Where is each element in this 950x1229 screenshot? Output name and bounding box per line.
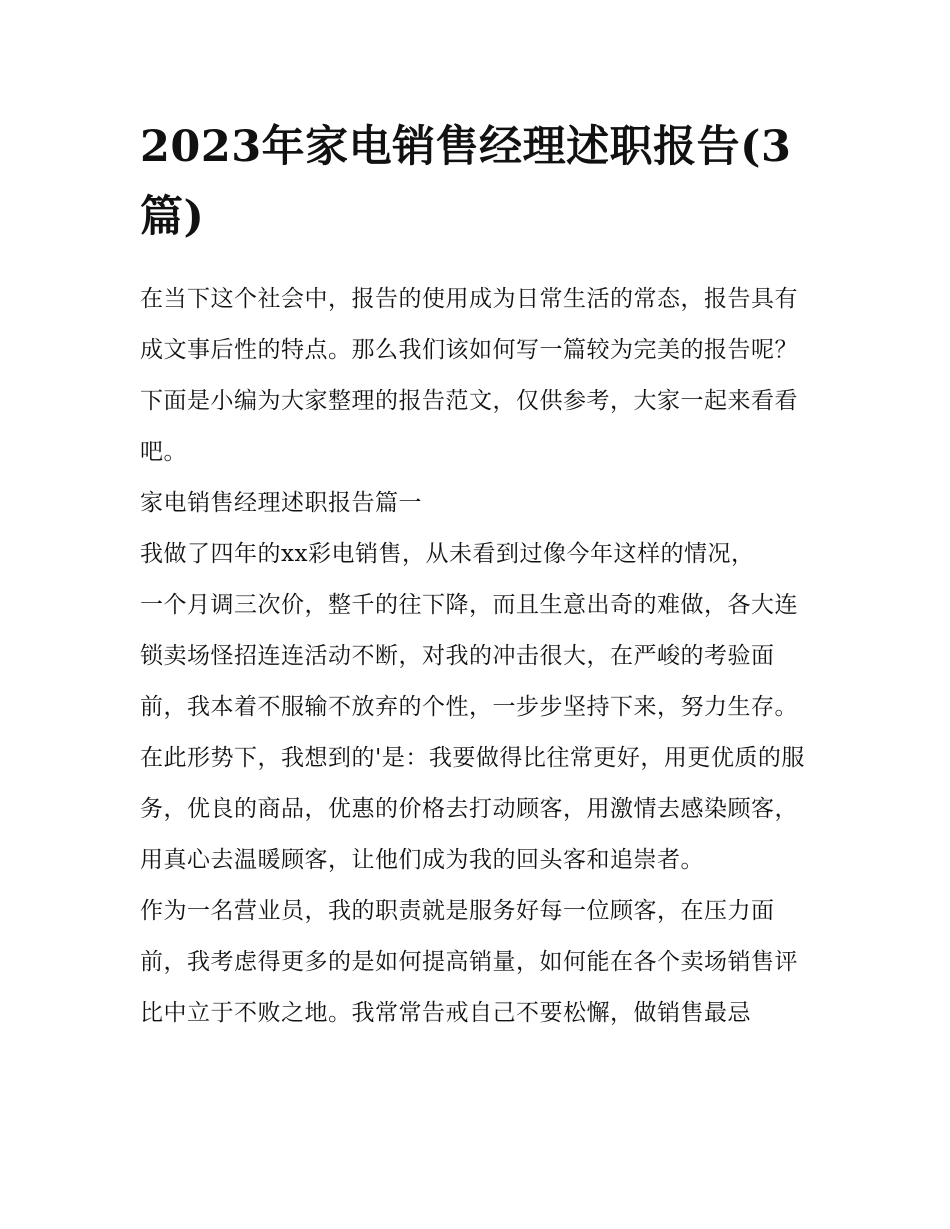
- section-heading: 家电销售经理述职报告篇一: [140, 490, 422, 516]
- document-body: [140, 112, 812, 1039]
- body-paragraph: 我做了四年的xx彩电销售，从未看到过像今年这样的情况，: [140, 541, 755, 567]
- document-title: 2023年家电销售经理述职报告(3篇): [140, 122, 792, 242]
- body-paragraph: 作为一名营业员，我的职责就是服务好每一位顾客，在压力面前，我考虑得更多的是如何提高销量，如何能在各个卖场销售评比中立于不败之地。我常常告戒自己不要松懈，做销售最忌: [140, 898, 798, 1026]
- body-paragraph: 一个月调三次价，整千的往下降，而且生意出奇的难做，各大连锁卖场怪招连连活动不断，对我的冲击很大，在严峻的考验面前，我本着不服输不放弃的个性，一步步坚持下来，努力生存。在此形势下，我想到的'是：我要做得比往常更好，用更优质的服务，优良的商品，优惠的价格去打动顾客，用激情去感染顾客，用真心去温暖顾客，让他们成为我的回头客和追崇者。: [140, 592, 805, 873]
- intro-paragraph: 在当下这个社会中，报告的使用成为日常生活的常态，报告具有成文事后性的特点。那么我们该如何写一篇较为完美的报告呢？下面是小编为大家整理的报告范文，仅供参考，大家一起来看看吧。: [140, 286, 798, 465]
